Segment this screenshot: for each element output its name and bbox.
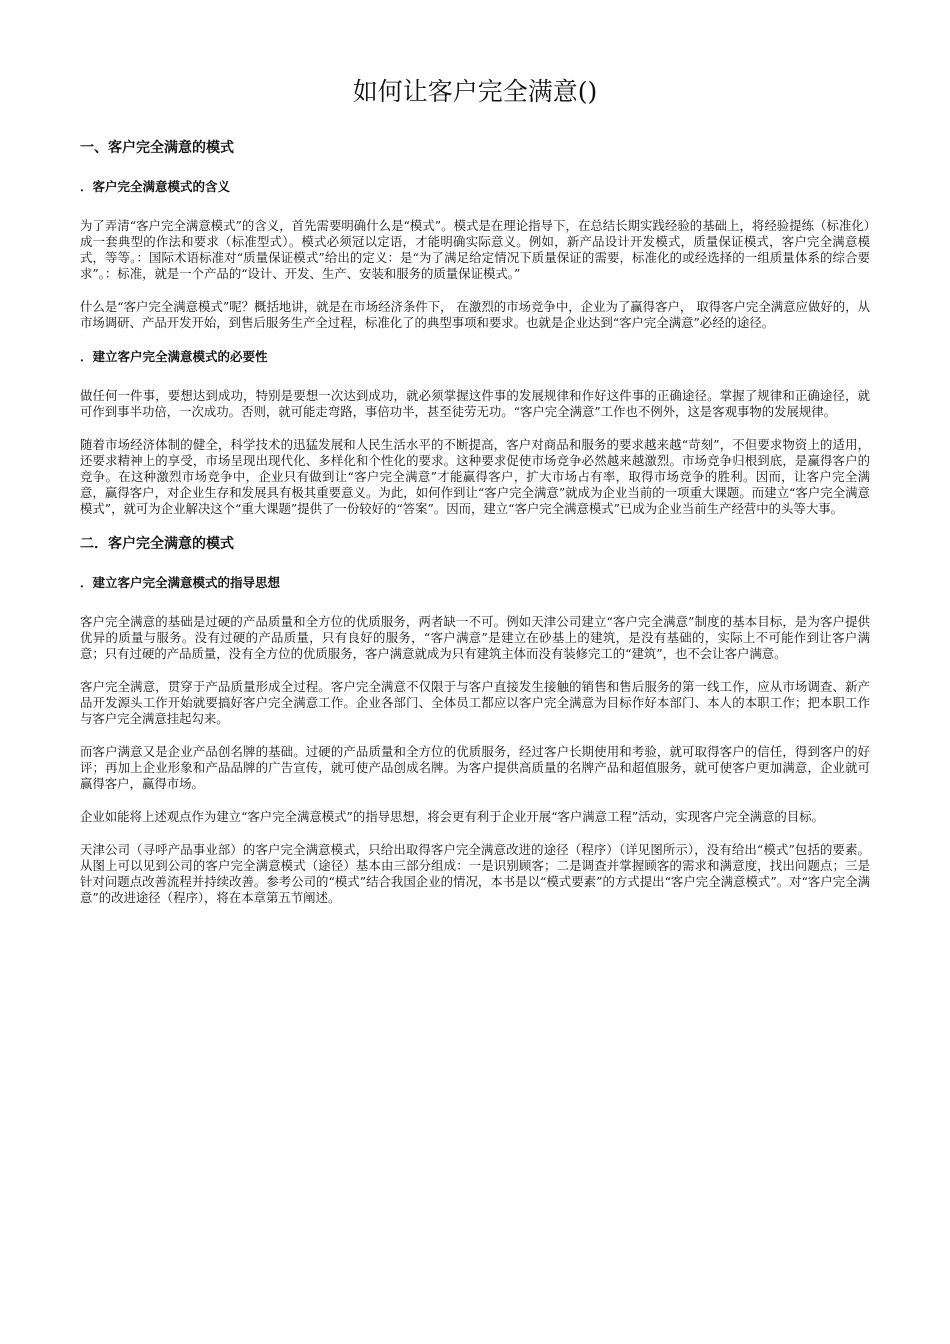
section-2 bbox=[80, 534, 870, 906]
subsection-heading: ．建立客户完全满意模式的必要性 bbox=[80, 349, 268, 364]
section-1 bbox=[80, 138, 870, 517]
paragraph: 天津公司（寻呼产品事业部）的客户完全满意模式，只给出取得客户完全满意改进的途径（程序）（详见图所示），没有给出“模式”包括的要素。从图上可以见到公司的客户完全满意模式（途径）基本由三部分组成：一是识别顾客；二是调查并掌握顾客的需求和满意度，找出问题点；三是针对问题点改善流程并持续改善。参考公司的“模式”结合我国企业的情况，本书是以“模式要素”的方式提出“客户完全满意模式”。对“客户完全满意”的改进途径（程序），将在本章第五节阐述。 bbox=[80, 842, 870, 905]
paragraph: 什么是“客户完全满意模式”呢？概括地讲，就是在市场经济条件下， 在激烈的市场竞争中，企业为了赢得客户， 取得客户完全满意应做好的，从市场调研、产品开发开始，到售后服务生产全过程，标准化了的典型事项和要求。也就是企业达到“客户完全满意”必经的途径。 bbox=[80, 299, 870, 330]
paragraph: 随着市场经济体制的健全，科学技术的迅猛发展和人民生活水平的不断提高，客户对商品和服务的要求越来越“苛刻”，不但要求物资上的适用，还要求精神上的享受，市场呈现出现代化、多样化和个性化的要求。这种要求促使市场竞争必然越来越激烈。市场竞争归根到底，是赢得客户的竞争。在这种激烈市场竞争中，企业只有做到让“客户完全满意”才能赢得客户，扩大市场占有率，取得市场竞争的胜利。因而，让客户完全满意，赢得客户，对企业生存和发展具有极其重要意义。为此，如何作到让“客户完全满意”就成为企业当前的一项重大课题。而建立“客户完全满意模式”，就可为企业解决这个“重大课题”提供了一份较好的“答案”。因而，建立“客户完全满意模式”已成为企业当前生产经营中的头等大事。 bbox=[80, 437, 870, 516]
paragraph: 客户完全满意，贯穿于产品质量形成全过程。客户完全满意不仅限于与客户直接发生接触的销售和售后服务的第一线工作，应从市场调查、新产品开发源头工作开始就要搞好客户完全满意工作。企业各部门、全体员工都应以客户完全满意为目标作好本部门、本人的本职工作；把本职工作与客户完全满意挂起勾来。 bbox=[80, 679, 870, 726]
section-heading: 一、客户完全满意的模式 bbox=[80, 140, 234, 156]
paragraph: 企业如能将上述观点作为建立“客户完全满意模式”的指导思想，将会更有利于企业开展“客户满意工程”活动，实现客户完全满意的目标。 bbox=[80, 809, 824, 824]
subsection-heading: ．建立客户完全满意模式的指导思想 bbox=[80, 575, 281, 590]
paragraph: 而客户满意又是企业产品创名牌的基础。过硬的产品质量和全方位的优质服务，经过客户长期使用和考验，就可取得客户的信任，得到客户的好评；再加上企业形象和产品品牌的广告宣传，就可使产品创成名牌。为客户提供高质量的名牌产品和超值服务，就可使客户更加满意，企业就可赢得客户，赢得市场。 bbox=[80, 744, 870, 791]
subsection-heading: ．客户完全满意模式的含义 bbox=[80, 179, 231, 194]
paragraph: 做任何一件事，要想达到成功，特别是要想一次达到成功，就必须掌握这件事的发展规律和作好这件事的正确途径。掌握了规律和正确途径，就可作到事半功倍，一次成功。否则，就可能走弯路，事倍功半，甚至徒劳无功。“客户完全满意”工作也不例外，这是客观事物的发展规律。 bbox=[80, 388, 870, 419]
paragraph: 为了弄清“客户完全满意模式”的含义，首先需要明确什么是“模式”。模式是在理论指导下，在总结长期实践经验的基础上，将经验提练（标准化）成一套典型的作法和要求（标准型式）。模式必须冠以定语，才能明确实际意义。例如，新产品设计开发模式，质量保证模式，客户完全满意模式，等等。：国际术语标准对“质量保证模式”给出的定义：是“为了满足给定情况下质量保证的需要，标准化的或经选择的一组质量体系的综合要求”。：标准，就是一个产品的“设计、开发、生产、安装和服务的质量保证模式。” bbox=[80, 218, 870, 281]
document-page bbox=[80, 74, 870, 923]
page-title: 如何让客户完全满意() bbox=[352, 77, 598, 106]
paragraph: 客户完全满意的基础是过硬的产品质量和全方位的优质服务，两者缺一不可。例如天津公司建立“客户完全满意”制度的基本目标，是为客户提供优异的质量与服务。没有过硬的产品质量，只有良好的服务，“客户满意”是建立在砂基上的建筑，是没有基础的，实际上不可能作到让客户满意；只有过硬的产品质量，没有全方位的优质服务，客户满意就成为只有建筑主体而没有装修完工的“建筑”，也不会让客户满意。 bbox=[80, 614, 870, 661]
section-heading: 二．客户完全满意的模式 bbox=[80, 536, 234, 552]
